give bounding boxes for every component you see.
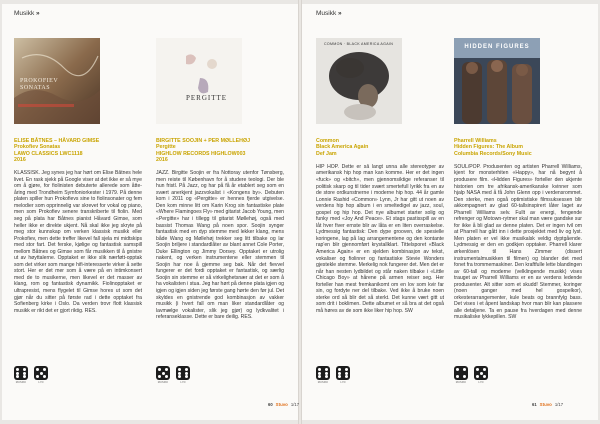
rating-die xyxy=(176,366,190,384)
review-text: KLASSISK. Jeg synes jeg har hørt om Elise Båtnes hele livet. En rask sjekk på Google viser at det ikke er så mye om å gjøre, for fiolinisten debuterte allerede som åtte-åring med Trondheim Symfoniorkester i 1979. På denne platen spiller hun Prokofievs sine to fiolinsonater og fem melodier som opprinnelig var skrevet for vokal og piano, men som Prokofiev senere transkriberte til fiolin. Med seg på plata har Båtnes pianist Håvard Gimse, som heller ikke er direkte ukjent. Nå skal ikke jeg skryte på meg stor kunnskap om verken klassisk musikk eller Prokofiev, men dette treffer likevel fall sjela mi midtskips med stor fart. Det ferske, kjølige og fantastisk samspill mellom Båtnes og Gimse som får musikken til å gnistre ut av høyttalerne. Opptaket er ikke slik nærføtt-opptak som det virker som mange hifi-interesserte virker å sette stort. Her er det mer som å være på en intimkonsert med de to musikerne, men likevel er det masser av klang, rom og fantastisk dynamikk. Fiolinopptaket er ultrapresist, mens flygelet til Gimse hores ut som det gjør når du sitter på første rad i dette opptaket fra Sofienberg kirke i Oslo. Da verden trovr flott klassisk musikk er rikt det er gjort riktig. RES. xyxy=(14,170,142,314)
artist-name: Pharrell Williams xyxy=(454,138,497,144)
cover-art-icon xyxy=(316,38,402,124)
review-text: HIP HOP. Dette er så langt unna alle stereotyper av amerikansk hip hop man kan komme. Her er det ingen «fuck» og «bitch», men gjennomsiktige referanser til politisk skarp og til tider svært smertefull lyrikk fra en av de store ordkunstnerne i moderne hip hop. 44 år gamle Lonnie Rashid «Common» Lynn, Jr har gitt ut noen av verdens hip hop album i en smeltedigel av jazz, soul, gospel og hip hop. Det nye albumet starter solig og funky med «Joy And Peace». Et stags pastisspill av en låt hver fiver ernste blir av låta er en liten overraskelse. Lydmessig fantastisk: Den dype grooven, de spesielle koringene, lag på lag arrangementene og den kontante rap'en blir gjennomført krystallklart. Tittelsporet «Black America Again» er en sjelden kombinasjon av tekst, vokaliser og fiolinrer og fantastiske Stevie Wonders gjestekle stemme. Merkelig nok fungerer det. Men det er når han nesten lydbildet og står naken tilbake i «Little Chicago Boy» at hårene på armen reiser seg. Her forteller han mest fremkanikomt om en lov som kvir far sin, og fordyte ner del tilbake. Ved ikke å bruke noen sterke ord så blir det så sterkt. Det kunne vært gitt ut som drit i boklimen. Dette albumet er så bra at det også må høres av de som ikke liker hip hop. SW xyxy=(316,163,444,314)
rating-die xyxy=(14,366,28,384)
die-label: MUSIKK xyxy=(317,381,329,384)
section-label: Musikk xyxy=(14,10,35,17)
page-footer-right xyxy=(532,402,563,407)
release-year: 2016 xyxy=(14,156,26,163)
review-column xyxy=(14,38,142,352)
cover-art-icon xyxy=(454,38,540,124)
die-label: LYD xyxy=(478,381,484,384)
dice-icon xyxy=(156,366,170,380)
dice-icon xyxy=(454,366,468,380)
cover-title: PERGITTE xyxy=(186,94,228,102)
album-title: Black America Again xyxy=(316,144,369,151)
rating-die xyxy=(474,366,488,384)
review-column xyxy=(316,38,444,354)
review-column xyxy=(454,38,582,354)
cover-title: COMMON · BLACK AMERICA AGAIN xyxy=(324,42,394,46)
magazine-logo: Stuvo xyxy=(275,402,288,407)
review-meta xyxy=(14,138,142,163)
dice-icon xyxy=(34,366,48,380)
section-label: Musikk xyxy=(316,10,337,17)
record-label: Columbia Records/Sony Music xyxy=(454,150,532,157)
cover-title: PROKOFIEV SONATAS xyxy=(20,78,59,91)
artist-name: Common xyxy=(316,138,339,144)
rating-die xyxy=(316,366,330,384)
release-year: 2016 xyxy=(156,156,168,163)
album-cover xyxy=(156,38,242,124)
die-label: MUSIKK xyxy=(15,381,27,384)
rating-die xyxy=(34,366,48,384)
dice-icon xyxy=(474,366,488,380)
cover-title: HIDDEN FIGURES xyxy=(464,44,530,50)
rating-dice xyxy=(14,366,48,384)
album-title: Pergitte xyxy=(156,144,176,151)
chevron-right-icon: » xyxy=(36,10,40,17)
rating-dice xyxy=(454,366,488,384)
rating-die xyxy=(336,366,350,384)
dice-icon xyxy=(176,366,190,380)
die-label: LYD xyxy=(38,381,44,384)
album-cover xyxy=(454,38,540,124)
issue-number: 1/17 xyxy=(290,402,300,407)
die-label: MUSIKK xyxy=(157,381,169,384)
album-cover xyxy=(316,38,402,124)
record-label: HIGHLOW RECORDS HIGHLOW003 xyxy=(156,150,246,157)
rating-die xyxy=(454,366,468,384)
review-text: JAZZ. Birgitte Soojin er fra Nottoray utenfor Tønsberg, men reiste til København for å studere teologi. Der ble hun fristl. På Jazz, og har på få år etablert seg som en svært anerkjent jazzvokalist i «Kongens by». Debuten kom i 2011 og «Pergitte» er hennes fjerde utgivelse. Den kom minne litt om Karin Krog sin fantastiske plate «Where Flamingoes Fly» med gitarist Jacob Young, men «Pergitte» har i tillegg til gitarist Møllehøj, også med bassist Thomas Wang på noen spor. Soojin synger fantastisk med en dyp stemme med lekker klang, mens både Wang og Møllehøj trekker seg litt tilbake og lar Soojin briljere i standardlåter av blant annet Cole Porter, Duke Ellington og Jimmy Dorsey. Opptaket er utrolig nakent, og verken instrumentene eller stemmen til Soojin har noe å gjemme seg bak. Når det fievvel fungerer er det fordi opptaket er fantastisk, og særlig Soojin sin stemme er så virkelighetsnær at det er som å ha vokalisten i stua. Jeg har hørt på denne plata igjen og igjen og igjen siden jeg første gang hørte den før jul. Det skyldes en gnistrende god kombinasjon av vakker musikk (i hvert fall om man liker standardlåter og lavmælge vokalister, slik jeg gjør) og lydkvalitet i referanseklasse. Dette er bare deilig. RES. xyxy=(156,170,284,321)
dice-icon xyxy=(336,366,350,380)
record-label: LAWO CLASSICS LWC1118 xyxy=(14,150,83,157)
rating-die xyxy=(156,366,170,384)
artist-name: ELISE BÅTNES – HÅVARD GIMSE xyxy=(14,138,100,144)
dice-icon xyxy=(14,366,28,380)
section-header-right xyxy=(316,10,342,17)
rating-dice xyxy=(156,366,190,384)
die-label: LYD xyxy=(340,381,346,384)
review-meta xyxy=(454,138,582,157)
review-meta xyxy=(316,138,444,157)
album-title: Hidden Figures: The Album xyxy=(454,144,523,151)
magazine-logo: Stuvo xyxy=(539,402,552,407)
cover-art-icon xyxy=(156,38,242,124)
die-label: LYD xyxy=(180,381,186,384)
section-header-left xyxy=(14,10,40,17)
issue-number: 1/17 xyxy=(554,402,564,407)
die-label: MUSIKK xyxy=(455,381,467,384)
artist-name: BIRGITTE SOOJIN + PER MØLLEHØJ xyxy=(156,138,251,144)
page-number: 61 xyxy=(532,402,537,407)
record-label: Def Jam xyxy=(316,150,337,157)
album-title: Prokofiev Sonatas xyxy=(14,144,61,151)
page-number: 60 xyxy=(268,402,273,407)
review-meta xyxy=(156,138,284,163)
album-cover xyxy=(14,38,100,124)
chevron-right-icon: » xyxy=(338,10,342,17)
rating-dice xyxy=(316,366,350,384)
page-footer-left xyxy=(268,402,299,407)
review-column xyxy=(156,38,284,352)
dice-icon xyxy=(316,366,330,380)
review-text: SOUL/POP. Produsenten og artisten Pharrell Williams, kjent for monsterhiten «Happy», har nå begynt å produsere film. «Hidden Figures» forteller den ukjente historien om tre afrikansk-amerikanske kvinner som hjalp NASA med å få John Glenn opp i verdensrommet. Den sterke, men også optimistiske filmsuksessen blir akkompagnert av glad 60-tallsinspirert låter laget av Pharrell Williams selv. Fullt av energi, fengende refrenger og Motown-rytmer skal man være gandske sur for ikke å bli glad av denne platen. Det er ingen tvil om at Pharrell har gått inn i dette prosjektet med liv og lyst. Men platen er vel ikke musikalsk veldig dyptgående. Lydmessig er den en godkjen opptaker. Pharrell klarer ørkenlösen til Hans Zimmer (dissert instrumentalmusikken til filmen) og blander det med fonet fra trommemaskiner. Den kraftfulle lette blandingen av 60-tall og moderne (velklingende musikk) vises trauget av Pharrell Williams er en av verdens ledende produsenter. Alt sitter som et skudd! Stemmer, koringer (noen ganger med hel gospelkor), orkesterarrangementer, kule beats og brannfylg bass. Det vises i et åpent landskap hvor man blir kan plassere alle detaljene. Ta en pause fra hverdagen med denne musikaliske lykkepillen. SW xyxy=(454,163,582,321)
